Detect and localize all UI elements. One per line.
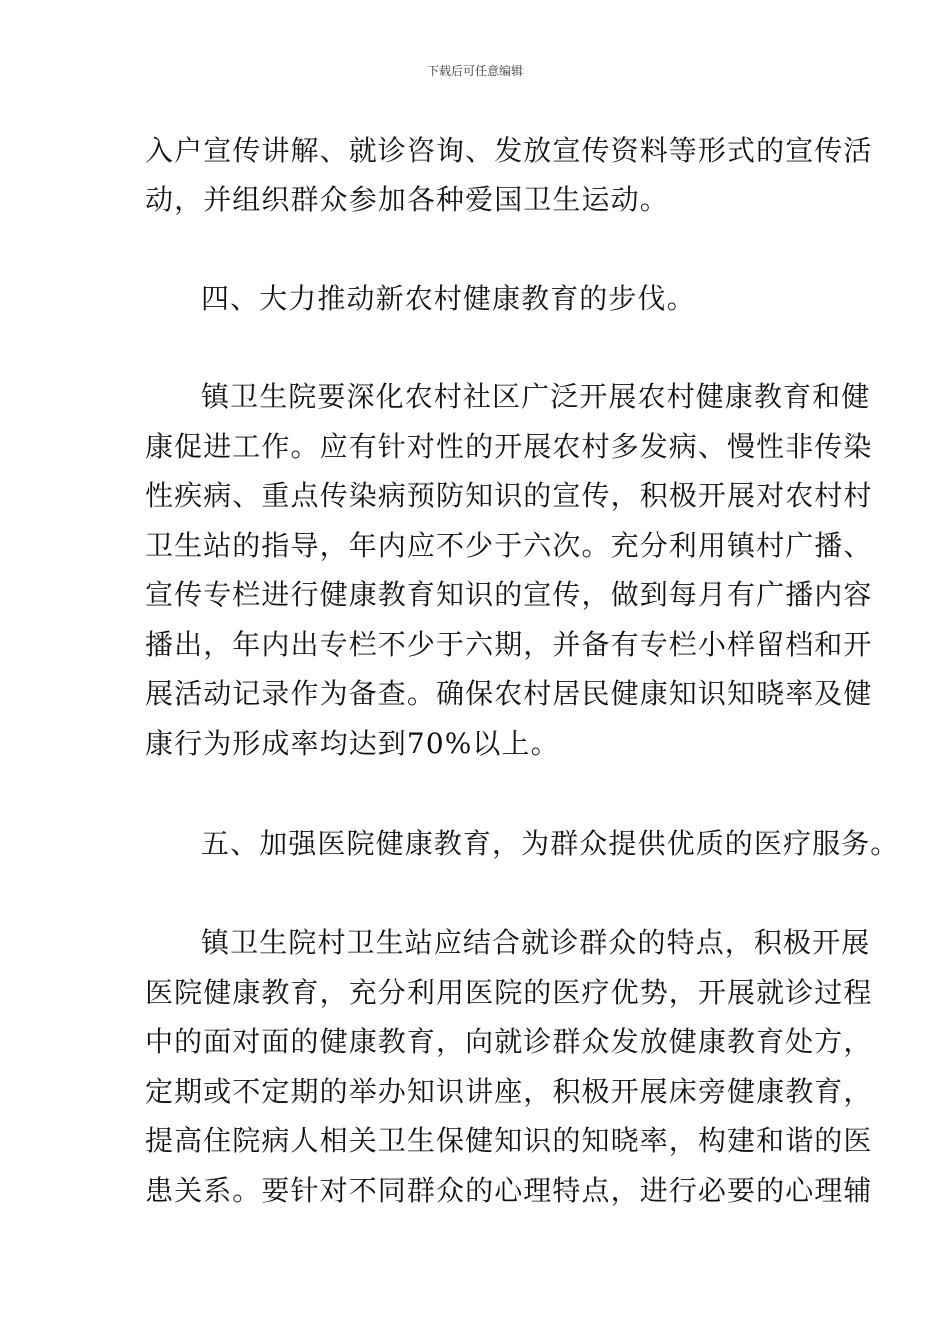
- text-line: 中的面对面的健康教育，向就诊群众发放健康教育处方，: [145, 1025, 873, 1058]
- text-line: 患关系。要针对不同群众的心理特点，进行必要的心理辅: [145, 1174, 873, 1207]
- section-heading: 五、加强医院健康教育，为群众提供优质的医疗服务。: [201, 827, 900, 860]
- text-line: 卫生站的指导，年内应不少于六次。充分利用镇村广播、: [145, 529, 873, 562]
- text-line: 展活动记录作为备查。确保农村居民健康知识知晓率及健: [145, 677, 873, 710]
- text-line: 医院健康教育，充分利用医院的医疗优势，开展就诊过程: [145, 976, 873, 1009]
- page-header: 下载后可任意编辑: [426, 64, 523, 78]
- text-line: 性疾病、重点传染病预防知识的宣传，积极开展对农村村: [145, 479, 873, 512]
- text-line: 康促进工作。应有针对性的开展农村多发病、慢性非传染: [145, 430, 873, 463]
- text-line: 提高住院病人相关卫生保健知识的知晓率，构建和谐的医: [145, 1124, 873, 1157]
- text-line: 镇卫生院要深化农村社区广泛开展农村健康教育和健: [201, 380, 871, 413]
- text-line: 宣传专栏进行健康教育知识的宣传，做到每月有广播内容: [145, 578, 873, 611]
- text-line: 康行为形成率均达到70%以上。: [145, 727, 560, 760]
- text-line: 镇卫生院村卫生站应结合就诊群众的特点，积极开展: [201, 926, 871, 959]
- text-line: 入户宣传讲解、就诊咨询、发放宣传资料等形式的宣传活: [145, 134, 873, 167]
- text-line: 播出，年内出专栏不少于六期，并备有专栏小样留档和开: [145, 628, 873, 661]
- text-line: 动，并组织群众参加各种爱国卫生运动。: [145, 183, 669, 216]
- section-heading: 四、大力推动新农村健康教育的步伐。: [201, 282, 696, 315]
- text-line: 定期或不定期的举办知识讲座，积极开展床旁健康教育，: [145, 1075, 873, 1108]
